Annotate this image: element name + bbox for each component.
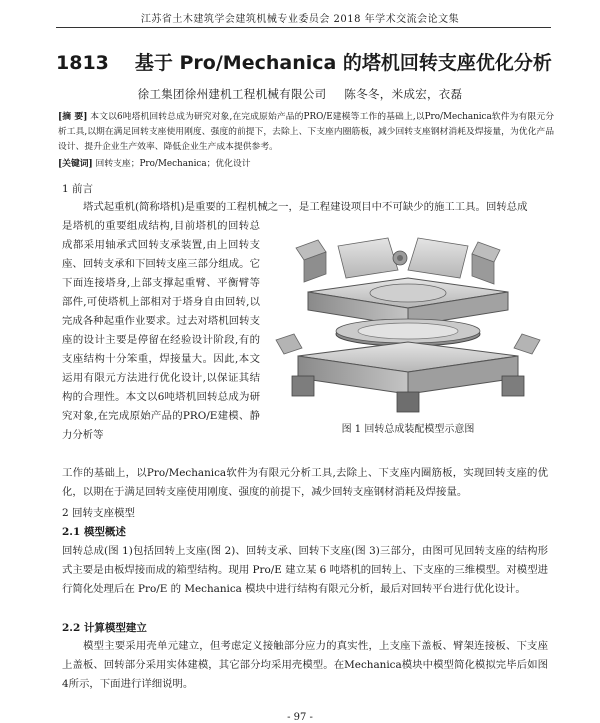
page-number: - 97 - xyxy=(287,712,313,723)
foot-right xyxy=(502,376,524,396)
assembly-model-illustration xyxy=(268,230,548,420)
author-line xyxy=(0,86,600,102)
top-plate-right xyxy=(408,238,468,278)
foot-left xyxy=(292,376,314,396)
abstract-text: 本文以6吨塔机回转总成为研究对象,在完成原始产品的PRO/E建模等工作的基础上,以Pro/Mechanica软件为有限元分析工具,以期在满足回转支座使用刚度、强度的前提下，去除上、下支座内圈筋板，减少回转支座钢材消耗及焊接量，为优化产品设计、提升企业生产效率、降低企业生产成本提供参考。 xyxy=(58,112,555,152)
section-2-1-text: 回转总成(图 1)包括回转上支座(图 2)、回转支承、回转下支座(图 3)三部分，由图可见回转支座的结构形式主要是由板焊接而成的箱型结构。现用 Pro/E 建立某 6 吨塔机的回转上、下支座的三维模型。对模型进行简化处理后在 Pro/E 的 Mechanica 模块中进行结构有限元分析，最后对回转平台进行优化设计。 xyxy=(62,545,548,595)
section-2-1-title: 2.1 模型概述 xyxy=(62,526,126,538)
section-1-tail: 工作的基础上，以Pro/Mechanica软件为有限元分析工具,去除上、下支座内圈筋板，实现回转支座的优化，以期在于满足回转支座使用刚度、强度的前提下，减少回转支座钢材消耗及焊接量。 xyxy=(62,467,548,498)
section-1-title: 1 前言 xyxy=(62,183,94,195)
affiliation: 徐工集团徐州建机工程机械有限公司 xyxy=(137,87,327,101)
section-2-2-text: 模型主要采用壳单元建立，但考虑定义接触部分应力的真实性，上支座下盖板、臂架连接板、下支座上盖板、回转部分采用实体建模，其它部分均采用壳模型。在Mechanica模块中模型简化模拟完毕后如图4所示，下面进行详细说明。 xyxy=(62,640,548,690)
header-rule xyxy=(56,27,551,28)
abstract-block xyxy=(58,110,554,155)
section-2-title: 2 回转支座模型 xyxy=(62,507,136,519)
paper-title-row xyxy=(56,48,556,75)
keywords-block xyxy=(58,157,554,171)
author-names: 陈冬冬，米成宏，衣磊 xyxy=(344,87,463,101)
keywords-text: 回转支座；Pro/Mechanica；优化设计 xyxy=(95,159,251,169)
paper-title: 基于 Pro/Mechanica 的塔机回转支座优化分析 xyxy=(134,52,552,74)
running-header: 江苏省土木建筑学会建筑机械专业委员会 2018 年学术交流会论文集 xyxy=(140,14,460,25)
section-2-2-title: 2.2 计算模型建立 xyxy=(62,622,147,634)
figure-1-caption: 图 1 回转总成装配模型示意图 xyxy=(341,424,475,435)
figure-1-assembly-model xyxy=(268,230,548,420)
abstract-label: [摘 要] xyxy=(58,112,88,122)
top-plate-left xyxy=(338,238,398,278)
section-1-wrap-text: 是塔机的重要组成结构,目前塔机的回转总成都采用轴承式回转支承装置,由上回转支座、回转支承和下回转支座三部分组成。它下面连接塔身,上部支撑起重臂、平衡臂等部件,可使塔机上部相对于塔身自由回转,以完成各种起重作业要求。过去对塔机回转支座的设计主要是停留在经验设计阶段,有的支座结构十分笨重，焊接量大。因此,本文运用有限元方法进行优化设计,以保证其结构的合理性。本文以6吨塔机回转总成为研究对象,在完成原始产品的PRO/E建模、静力分析等 xyxy=(62,220,260,441)
paper-number: 1813 xyxy=(56,52,109,74)
section-1-lead: 塔式起重机(简称塔机)是重要的工程机械之一，是工程建设项目中不可缺少的施工工具。回转总成 xyxy=(83,201,528,213)
foot-front xyxy=(397,392,419,412)
keywords-label: [关键词] xyxy=(58,159,93,169)
